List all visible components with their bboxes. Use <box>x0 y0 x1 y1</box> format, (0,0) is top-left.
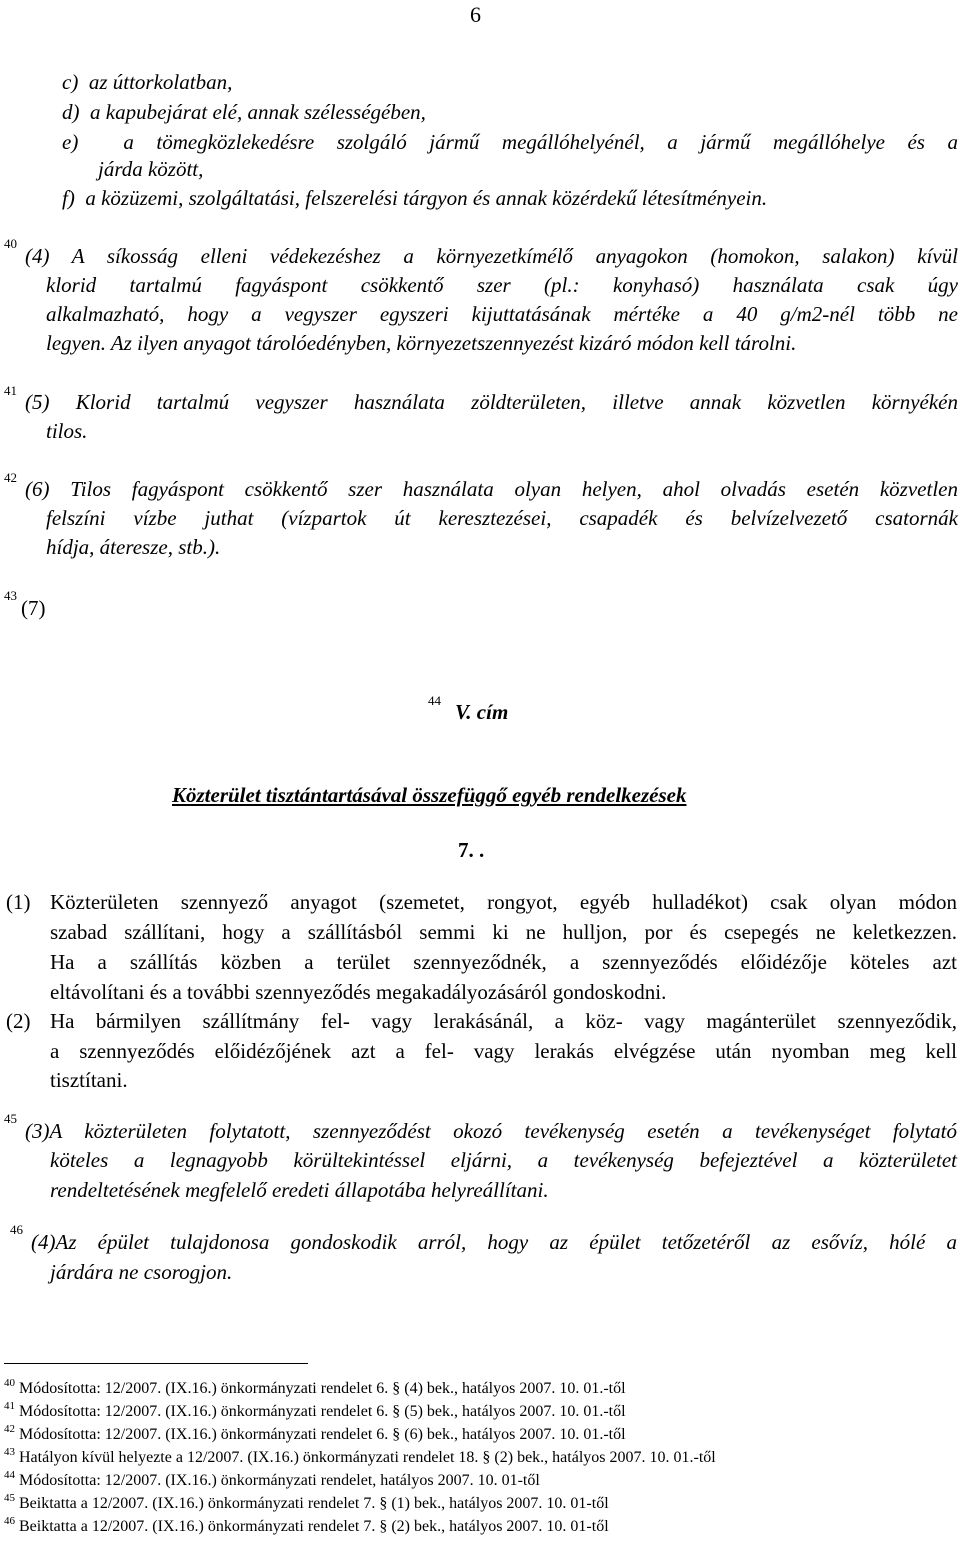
list-item: e) a tömegközlekedésre szolgáló jármű megállóhelyénél, a jármű megállóhelye és a <box>62 130 958 154</box>
footnote-marker: 42 <box>4 470 17 485</box>
footnote-separator <box>4 1363 308 1364</box>
footnote-marker: 40 <box>4 236 17 251</box>
section-number: 7. . <box>458 838 485 862</box>
subsection-3-line: (3)A közterületen folytatott, szennyeződést okozó tevékenység esetén a tevékenységet folytató <box>25 1119 957 1143</box>
paragraph-6-line: (6) Tilos fagyáspont csökkentő szer használata olyan helyen, ahol olvadás esetén közvetlen <box>25 477 958 501</box>
subsection-label: (1) <box>6 890 31 914</box>
paragraph-6-line: felszíni vízbe juthat (vízpartok út keresztezései, csapadék és belvízelvezető csatornák <box>46 506 958 530</box>
list-item: d) a kapubejárat elé, annak szélességében, <box>62 100 426 124</box>
paragraph-6-line: hídja, áteresze, stb.). <box>46 535 221 559</box>
subsection-2-line: tisztítani. <box>50 1068 128 1092</box>
list-item: c) az úttorkolatban, <box>62 70 233 94</box>
paragraph-4-line: (4) A síkosság elleni védekezéshez a környezetkímélő anyagokon (homokon, salakon) kívül <box>25 244 958 268</box>
footnote-marker: 45 <box>4 1111 17 1126</box>
subsection-1-line: szabad szállítani, hogy a szállításból semmi ki ne hulljon, por és csepegés ne keletkezzen. <box>50 920 957 944</box>
list-item-continuation: járda között, <box>98 157 204 181</box>
chapter-title: V. cím <box>455 700 509 724</box>
subsection-3-line: rendeltetésének megfelelő eredeti állapotába helyreállítani. <box>50 1178 549 1202</box>
paragraph-5-line: (5) Klorid tartalmú vegyszer használata zöldterületen, illetve annak közvetlen környékén <box>25 390 958 414</box>
footnote: $^{41}$ Módosította: 12/2007. (IX.16.) önkormányzati rendelet 6. § (5) bek., hatályos 2007. 10. 01.-től <box>4 1400 626 1420</box>
subsection-4-line: (4)Az épület tulajdonosa gondoskodik arról, hogy az épület tetőzetéről az esővíz, hólé a <box>31 1230 957 1254</box>
subsection-3-line: köteles a legnagyobb körültekintéssel eljárni, a tevékenység befejeztével a közterületet <box>50 1148 957 1172</box>
subsection-2-line: Ha bármilyen szállítmány fel- vagy lerakásánál, a köz- vagy magánterület szennyeződik, <box>50 1009 957 1033</box>
paragraph-4-line: klorid tartalmú fagyáspont csökkentő szer (pl.: konyhasó) használata csak úgy <box>46 273 958 297</box>
footnote-marker: 43 <box>4 588 17 603</box>
footnote-marker: 44 <box>428 693 441 708</box>
paragraph-5-line: tilos. <box>46 419 88 443</box>
paragraph-4-line: legyen. Az ilyen anyagot tárolóedényben, környezetszennyezést kizáró módon kell tárolni. <box>46 331 797 355</box>
footnote: $^{40}$ Módosította: 12/2007. (IX.16.) önkormányzati rendelet 6. § (4) bek., hatályos 2007. 10. 01.-től <box>4 1377 626 1397</box>
subsection-1-line: Közterületen szennyező anyagot (szemetet, rongyot, egyéb hulladékot) csak olyan módon <box>50 890 957 914</box>
subsection-label: (2) <box>6 1009 31 1033</box>
paragraph-7-label: (7) <box>21 596 46 620</box>
footnote-marker: 41 <box>4 383 17 398</box>
subsection-2-line: a szennyeződés előidézőjének azt a fel- vagy lerakás elvégzése után nyomban meg kell <box>50 1039 957 1063</box>
footnote: $^{45}$ Beiktatta a 12/2007. (IX.16.) önkormányzati rendelet 7. § (1) bek., hatályos 2007. 10. 01-től <box>4 1492 609 1512</box>
footnote: $^{43}$ Hatályon kívül helyezte a 12/2007. (IX.16.) önkormányzati rendelet 18. § (2) bek., hatályos 2007. 10. 01.-től <box>4 1446 716 1466</box>
list-item: f) a közüzemi, szolgáltatási, felszerelési tárgyon és annak közérdekű létesítményein. <box>62 186 768 210</box>
section-heading: Közterület tisztántartásával összefüggő egyéb rendelkezések <box>172 783 687 807</box>
page-number: 6 <box>470 2 481 27</box>
paragraph-4-line: alkalmazható, hogy a vegyszer egyszeri kijuttatásának mértéke a 40 g/m2-nél több ne <box>46 302 958 326</box>
footnote: $^{44}$ Módosította: 12/2007. (IX.16.) önkormányzati rendelet, hatályos 2007. 10. 01-től <box>4 1469 540 1489</box>
subsection-1-line: Ha a szállítás közben a terület szennyeződnék, a szennyeződés előidézője köteles azt <box>50 950 957 974</box>
footnote: $^{46}$ Beiktatta a 12/2007. (IX.16.) önkormányzati rendelet 7. § (2) bek., hatályos 2007. 10. 01-től <box>4 1515 609 1535</box>
footnote-marker: 46 <box>10 1222 23 1237</box>
footnote: $^{42}$ Módosította: 12/2007. (IX.16.) önkormányzati rendelet 6. § (6) bek., hatályos 2007. 10. 01.-től <box>4 1423 626 1443</box>
subsection-1-line: eltávolítani és a további szennyeződés megakadályozásáról gondoskodni. <box>50 980 667 1004</box>
subsection-4-line: járdára ne csorogjon. <box>50 1260 233 1284</box>
